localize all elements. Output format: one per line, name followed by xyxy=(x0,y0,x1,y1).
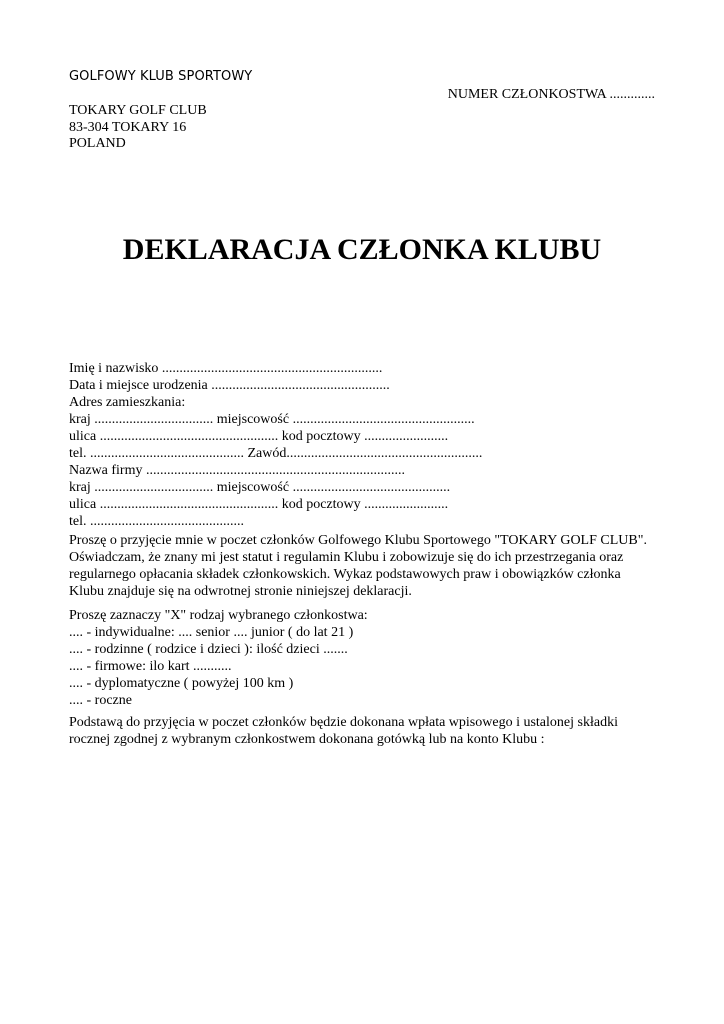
field-company-street-postcode: ulica ................................................... kod pocztowy ........................ xyxy=(69,497,449,512)
membership-request-paragraph: Proszę o przyjęcie mnie w poczet członków Golfowego Klubu Sportowego "TOKARY GOLF CLUB". Oświadczam, że znany mi jest statut i regulamin Klubu i zobowizuje się do ich przestrzegania oraz regularnego opłacania składek członkowskich. Wykaz podstawowych praw i obowiązków członka Klubu znajduje się na odwrotnej stronie niniejszej deklaracji. xyxy=(69,533,647,599)
personal-data-form xyxy=(69,360,482,530)
field-company-name: Nazwa firmy .......................................................................... xyxy=(69,463,405,478)
address-line-postal: 83-304 TOKARY 16 xyxy=(69,119,187,135)
field-country-city: kraj .................................. miejscowość .................................................... xyxy=(69,412,475,427)
payment-paragraph: Podstawą do przyjęcia w poczet członków będzie dokonana wpłata wpisowego i ustalonej składki rocznej zgodnej z wybranym członkostwem dokonana gotówką lub na konto Klubu : xyxy=(69,715,618,747)
option-corporate: .... - firmowe: ilo kart ........... xyxy=(69,659,232,674)
field-phone-occupation: tel. ............................................ Zawód........................................................ xyxy=(69,446,483,461)
field-birth-date-place: Data i miejsce urodzenia ................................................... xyxy=(69,378,390,393)
field-street-postcode: ulica ................................................... kod pocztowy ........................ xyxy=(69,429,449,444)
address-line-club: TOKARY GOLF CLUB xyxy=(69,103,207,118)
document-title: DEKLARACJA CZŁONKA KLUBU xyxy=(122,233,602,266)
option-individual: .... - indywidualne: .... senior .... junior ( do lat 21 ) xyxy=(69,625,354,640)
option-diplomatic: .... - dyplomatyczne ( powyżej 100 km ) xyxy=(69,676,294,691)
membership-instruction: Proszę zaznaczy "X" rodzaj wybranego członkostwa: xyxy=(69,608,368,623)
organization-name: GOLFOWY KLUB SPORTOWY xyxy=(69,69,253,84)
address-line-country: POLAND xyxy=(69,136,126,151)
field-full-name: Imię i nazwisko ............................................................... xyxy=(69,361,383,376)
membership-type-selection xyxy=(69,607,368,709)
club-address xyxy=(69,103,207,153)
option-annual: .... - roczne xyxy=(69,693,132,708)
field-company-phone: tel. ............................................ xyxy=(69,514,244,529)
field-company-country-city: kraj .................................. miejscowość ............................................. xyxy=(69,480,451,495)
membership-number-field: NUMER CZŁONKOSTWA ............. xyxy=(447,87,655,102)
field-residence-heading: Adres zamieszkania: xyxy=(69,395,186,410)
option-family: .... - rodzinne ( rodzice i dzieci ): ilość dzieci ....... xyxy=(69,642,348,657)
